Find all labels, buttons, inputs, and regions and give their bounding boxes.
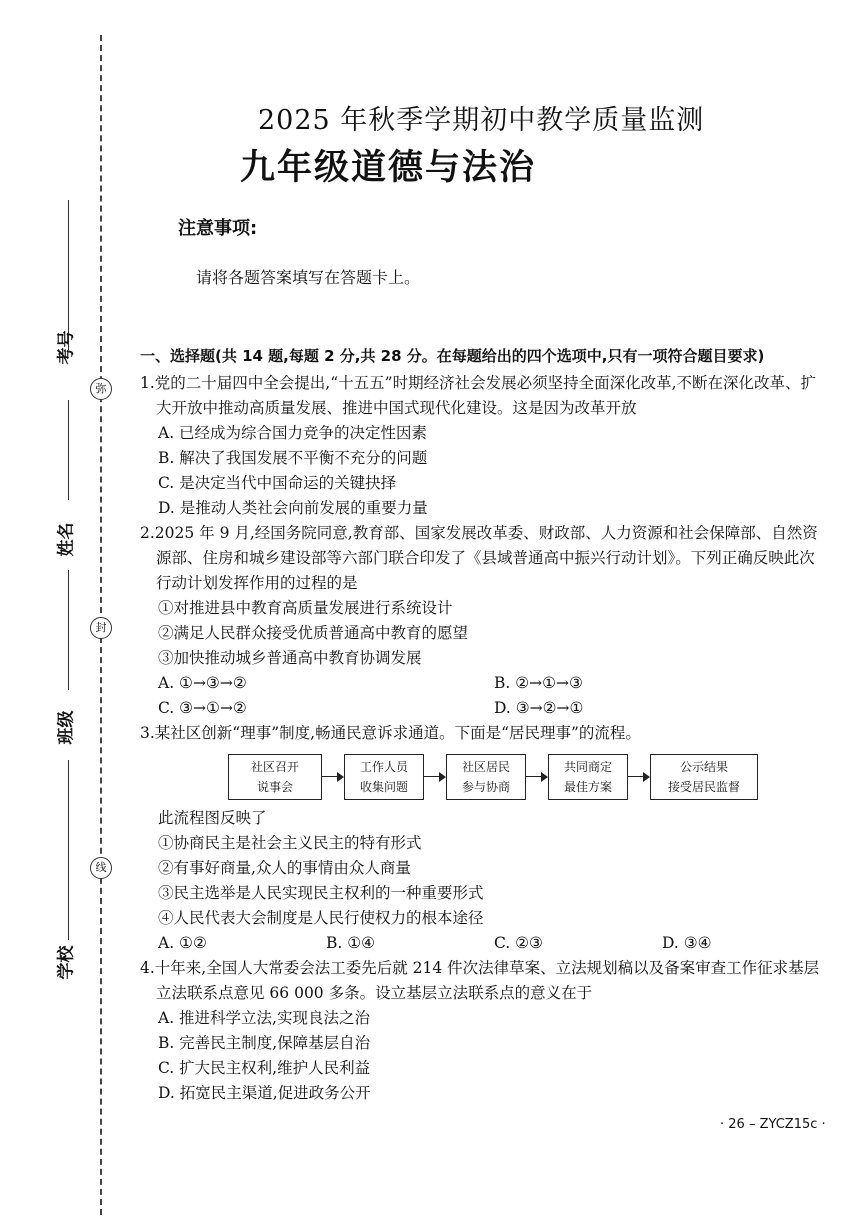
school-line (68, 760, 69, 940)
process-flowchart (228, 754, 830, 800)
seal-mi: 弥 (90, 378, 112, 400)
question-stem: 4.十年来,全国人大常委会法工委先后就 214 件次法律草案、立法规划稿以及备案审查工作征求基层立法联系点意见 66 000 多条。设立基层立法联系点的意义在于 (140, 959, 820, 1002)
flow-step-text: 工作人员 (359, 760, 408, 774)
subject-title: 九年级道德与法治 (240, 148, 537, 188)
flow-step-4 (548, 754, 628, 800)
flow-step-3 (446, 754, 526, 800)
option-b: B. 解决了我国发展不平衡不充分的问题 (158, 449, 428, 467)
option-b: B. 完善民主制度,保障基层自治 (158, 1034, 371, 1052)
option-c: C. 是决定当代中国命运的关键抉择 (158, 474, 397, 492)
statement-item: ①对推进县中教育高质量发展进行系统设计 (158, 599, 453, 617)
class-label: 班级 (56, 710, 77, 745)
flow-step-text: 收集问题 (359, 780, 408, 794)
question-1 (140, 371, 830, 521)
flow-step-text: 接受居民监督 (667, 780, 740, 794)
option-d: D. 是推动人类社会向前发展的重要力量 (158, 499, 428, 517)
flow-step-text: 社区召开 (250, 760, 299, 774)
question-stem: 1.党的二十届四中全会提出,“十五五”时期经济社会发展必须坚持全面深化改革,不断在深化改革、扩大开放中推动高质量发展、推进中国式现代化建设。这是因为改革开放 (140, 374, 816, 417)
flow-step-text: 公示结果 (679, 760, 728, 774)
question-area (140, 344, 830, 1106)
options-row (140, 671, 830, 696)
class-line (68, 570, 69, 690)
flow-arrow-icon (628, 772, 650, 782)
name-label: 姓名 (56, 522, 77, 557)
flow-arrow-icon (424, 772, 446, 782)
page-code: · 26 – ZYCZ15c · (720, 1117, 826, 1132)
statement-item: ①协商民主是社会主义民主的特有形式 (158, 834, 422, 852)
options-row (140, 931, 830, 956)
option-c: C. ③→①→② (158, 699, 247, 717)
seal-feng: 封 (90, 617, 112, 639)
seal-xian: 线 (90, 857, 112, 879)
question-4 (140, 956, 830, 1106)
statement-item: ④人民代表大会制度是人民行使权力的根本途径 (158, 909, 484, 927)
notice-title: 注意事项: (178, 218, 258, 239)
flow-step-5 (650, 754, 758, 800)
flow-arrow-icon (322, 772, 344, 782)
option-b: B. ②→①→③ (494, 674, 583, 692)
question-stem: 2.2025 年 9 月,经国务院同意,教育部、国家发展改革委、财政部、人力资源和社会保障部、自然资源部、住房和城乡建设部等六部门联合印发了《县域普通高中振兴行动计划》。下列正确反映此次行动计划发挥作用的过程的是 (140, 524, 818, 592)
statement-item: ②满足人民群众接受优质普通高中教育的愿望 (158, 624, 469, 642)
flow-step-text: 社区居民 (461, 760, 510, 774)
option-d: D. 拓宽民主渠道,促进政务公开 (158, 1084, 371, 1102)
flow-step-text: 共同商定 (563, 760, 612, 774)
option-a: A. 已经成为综合国力竞争的决定性因素 (158, 424, 428, 442)
option-b: B. ①④ (326, 934, 376, 952)
section-heading: 一、选择题(共 14 题,每题 2 分,共 28 分。在每题给出的四个选项中,只有一项符合题目要求) (140, 347, 765, 365)
school-label: 学校 (56, 945, 77, 980)
exam-title: 2025 年秋季学期初中教学质量监测 (258, 105, 705, 136)
option-a: A. ①② (158, 934, 207, 952)
exam-number-label: 考号 (56, 330, 77, 365)
question-3 (140, 721, 830, 956)
flow-arrow-icon (526, 772, 548, 782)
option-a: A. 推进科学立法,实现良法之治 (158, 1009, 370, 1027)
notice-text: 请将各题答案填写在答题卡上。 (196, 268, 421, 287)
options-row (140, 696, 830, 721)
name-line (68, 400, 69, 500)
flow-step-2 (344, 754, 424, 800)
option-c: C. 扩大民主权利,维护人民利益 (158, 1059, 371, 1077)
question-stem: 3.某社区创新“理事”制度,畅通民意诉求通道。下面是“居民理事”的流程。 (140, 724, 641, 742)
question-lead: 此流程图反映了 (158, 809, 267, 827)
option-d: D. ③→②→① (494, 699, 584, 717)
option-c: C. ②③ (494, 934, 543, 952)
statement-item: ③加快推动城乡普通高中教育协调发展 (158, 649, 422, 667)
statement-item: ②有事好商量,众人的事情由众人商量 (158, 859, 411, 877)
flow-step-text: 说事会 (256, 780, 293, 794)
flow-step-text: 参与协商 (461, 780, 510, 794)
option-d: D. ③④ (662, 934, 712, 952)
flow-step-text: 最佳方案 (563, 780, 612, 794)
flow-step-1 (228, 754, 322, 800)
option-a: A. ①→③→② (158, 674, 247, 692)
statement-item: ③民主选举是人民实现民主权利的一种重要形式 (158, 884, 484, 902)
question-2 (140, 521, 830, 721)
